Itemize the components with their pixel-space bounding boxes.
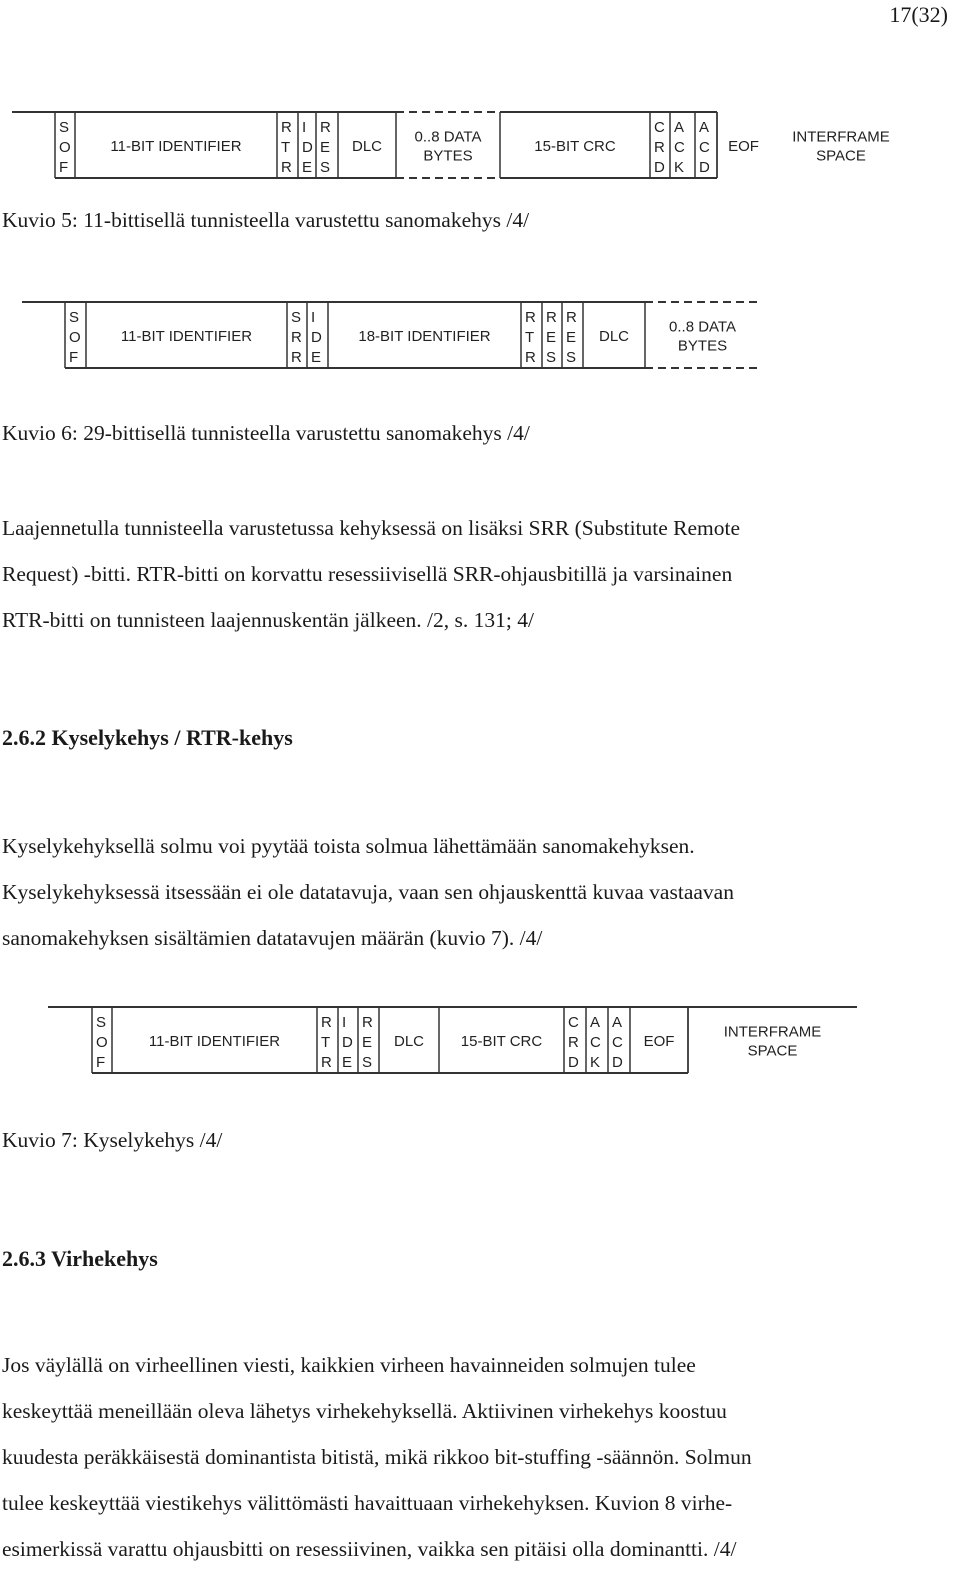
field-letter: D: [612, 1054, 623, 1071]
field-letter: C: [590, 1034, 601, 1051]
text-line: sanomakehyksen sisältämien datatavujen määrän (kuvio 7). /4/: [2, 926, 543, 950]
field-letter: R: [525, 309, 536, 326]
text-line: kuudesta peräkkäisestä dominantista bitistä, mikä rikkoo bit-stuffing -säännön. Solmun: [2, 1445, 752, 1469]
field-letter: R: [525, 349, 536, 366]
frame-field: [654, 119, 665, 176]
field-label: DLC: [351, 138, 383, 155]
frame-field: [110, 138, 241, 155]
field-letter: E: [362, 1034, 373, 1051]
field-letter: D: [654, 159, 665, 176]
field-letter: T: [281, 139, 291, 156]
field-label: INTERFRAME: [723, 1023, 822, 1041]
field-letter: I: [302, 119, 307, 136]
field-letter: A: [612, 1014, 623, 1031]
field-letter: D: [568, 1054, 579, 1071]
frame-field: [121, 328, 252, 345]
text-line: esimerkissä varattu ohjausbitti on resessiivinen, vaikka sen pitäisi olla dominantti. /4/: [2, 1537, 737, 1561]
field-letter: F: [59, 159, 69, 176]
field-label: DLC: [393, 1033, 425, 1050]
field-letter: S: [566, 349, 577, 366]
frame-field: [599, 328, 629, 345]
text-line: Request) -bitti. RTR-bitti on korvattu resessiivisellä SRR-ohjausbitillä ja varsinainen: [2, 562, 733, 586]
text-line: keskeyttää meneillään oleva lähetys virhekehyksellä. Aktiivinen virhekehys koostuu: [2, 1399, 727, 1423]
field-letter: R: [291, 349, 302, 366]
field-letter: R: [568, 1034, 579, 1051]
field-letter: E: [302, 159, 313, 176]
field-letter: R: [281, 119, 292, 136]
frame-field: [362, 1014, 373, 1071]
field-letter: E: [320, 139, 331, 156]
frame-field: [669, 319, 736, 355]
field-letter: O: [69, 329, 81, 346]
field-letter: T: [525, 329, 535, 346]
field-letter: C: [674, 139, 685, 156]
field-label: 11-BIT IDENTIFIER: [120, 328, 253, 345]
field-letter: S: [69, 309, 80, 326]
frame-field: [546, 309, 557, 366]
field-letter: S: [320, 159, 331, 176]
text-line: RTR-bitti on tunnisteen laajennuskentän jälkeen. /2, s. 131; 4/: [2, 608, 534, 632]
field-label: SPACE: [747, 1042, 798, 1060]
frame-field: [302, 119, 313, 176]
field-label: INTERFRAME: [792, 128, 890, 146]
frame-field: [699, 119, 710, 176]
field-letter: E: [566, 329, 577, 346]
field-label: 15-BIT CRC: [460, 1033, 543, 1050]
frame-field: [566, 309, 577, 366]
field-label: DLC: [598, 328, 630, 345]
frame-field: [96, 1014, 108, 1071]
paragraph-srr: [2, 505, 942, 643]
page-number: 17(32): [889, 2, 948, 27]
field-letter: R: [362, 1014, 373, 1031]
field-letter: E: [311, 349, 322, 366]
field-letter: R: [321, 1014, 332, 1031]
frame-field: [59, 119, 71, 176]
frame-field: [358, 328, 490, 345]
field-label: EOF: [728, 138, 759, 155]
field-letter: C: [699, 139, 710, 156]
paragraph-rtr: [2, 823, 942, 961]
frame-field: [674, 119, 685, 176]
paragraph-error-frame: [2, 1342, 942, 1572]
field-letter: T: [321, 1034, 331, 1051]
frame-field: [149, 1033, 280, 1050]
field-letter: E: [342, 1054, 353, 1071]
text-line: Kyselykehyksessä itsessään ei ole datatavuja, vaan sen ohjauskenttä kuvaa vastaavan: [2, 880, 734, 904]
field-letter: R: [321, 1054, 332, 1071]
frame-field: [525, 309, 536, 366]
frame-field: [534, 138, 616, 155]
field-letter: S: [546, 349, 557, 366]
field-label: BYTES: [677, 337, 728, 355]
field-letter: I: [311, 309, 316, 326]
field-letter: R: [654, 139, 665, 156]
field-letter: S: [96, 1014, 107, 1031]
field-letter: R: [566, 309, 577, 326]
frame-field: [568, 1014, 579, 1071]
field-letter: C: [654, 119, 665, 136]
field-letter: S: [362, 1054, 373, 1071]
text-line: tulee keskeyttää viestikehys välittömästi havaittuaan virhekehyksen. Kuvion 8 virhe-: [2, 1491, 733, 1515]
frame-field: [724, 1024, 822, 1060]
text-line: Laajennetulla tunnisteella varustetussa kehyksessä on lisäksi SRR (Substitute Remote: [2, 516, 741, 540]
frame-field: [281, 119, 292, 176]
field-letter: F: [96, 1054, 106, 1071]
field-letter: C: [612, 1034, 623, 1051]
frame-field: [612, 1014, 623, 1071]
field-label: 0..8 DATA: [414, 128, 482, 146]
field-label: BYTES: [423, 147, 473, 165]
field-letter: R: [546, 309, 557, 326]
frame-field: [644, 1033, 675, 1050]
field-letter: R: [320, 119, 331, 136]
text-line: Kyselykehyksellä solmu voi pyytää toista solmua lähettämään sanomakehyksen.: [2, 834, 695, 858]
field-letter: A: [699, 119, 710, 136]
field-letter: S: [59, 119, 70, 136]
frame-field: [291, 309, 302, 366]
field-letter: D: [311, 329, 322, 346]
field-letter: D: [342, 1034, 353, 1051]
can-frame-diagram-29bit: [0, 290, 960, 390]
frame-field: [415, 129, 482, 165]
field-letter: K: [674, 159, 685, 176]
figure-caption-7: Kuvio 7: Kyselykehys /4/: [2, 1128, 223, 1152]
field-letter: K: [590, 1054, 601, 1071]
frame-field: [590, 1014, 601, 1071]
field-label: 18-BIT IDENTIFIER: [358, 328, 491, 345]
field-letter: R: [281, 159, 292, 176]
field-letter: D: [302, 139, 313, 156]
frame-field: [320, 119, 331, 176]
frame-field: [461, 1033, 543, 1050]
field-label: 11-BIT IDENTIFIER: [110, 138, 242, 155]
frame-field: [352, 138, 382, 155]
field-letter: F: [69, 349, 79, 366]
frame-field: [69, 309, 81, 366]
can-frame-diagram-11bit: [0, 100, 960, 300]
field-label: SPACE: [816, 147, 866, 165]
field-label: EOF: [643, 1033, 675, 1050]
text-line: Jos väylällä on virheellinen viesti, kaikkien virheen havainneiden solmujen tulee: [2, 1353, 696, 1377]
field-letter: S: [291, 309, 302, 326]
frame-field: [792, 129, 890, 165]
figure-caption-5: Kuvio 5: 11-bittisellä tunnisteella varustettu sanomakehys /4/: [2, 208, 530, 232]
field-letter: D: [699, 159, 710, 176]
field-letter: I: [342, 1014, 347, 1031]
frame-field: [311, 309, 322, 366]
section-heading-2-6-2: 2.6.2 Kyselykehys / RTR-kehys: [2, 725, 293, 750]
field-letter: A: [590, 1014, 601, 1031]
figure-caption-6: Kuvio 6: 29-bittisellä tunnisteella varustettu sanomakehys /4/: [2, 421, 530, 445]
frame-field: [342, 1014, 353, 1071]
field-letter: O: [59, 139, 71, 156]
frame-field: [321, 1014, 332, 1071]
field-letter: E: [546, 329, 557, 346]
frame-field: [728, 138, 759, 155]
field-letter: A: [674, 119, 685, 136]
field-label: 15-BIT CRC: [534, 138, 616, 155]
frame-field: [394, 1033, 424, 1050]
field-label: 0..8 DATA: [669, 318, 736, 336]
field-label: 11-BIT IDENTIFIER: [148, 1033, 281, 1050]
field-letter: R: [291, 329, 302, 346]
field-letter: O: [96, 1034, 108, 1051]
field-letter: C: [568, 1014, 579, 1031]
section-heading-2-6-3: 2.6.3 Virhekehys: [2, 1246, 158, 1271]
can-remote-frame-diagram: [0, 995, 960, 1085]
